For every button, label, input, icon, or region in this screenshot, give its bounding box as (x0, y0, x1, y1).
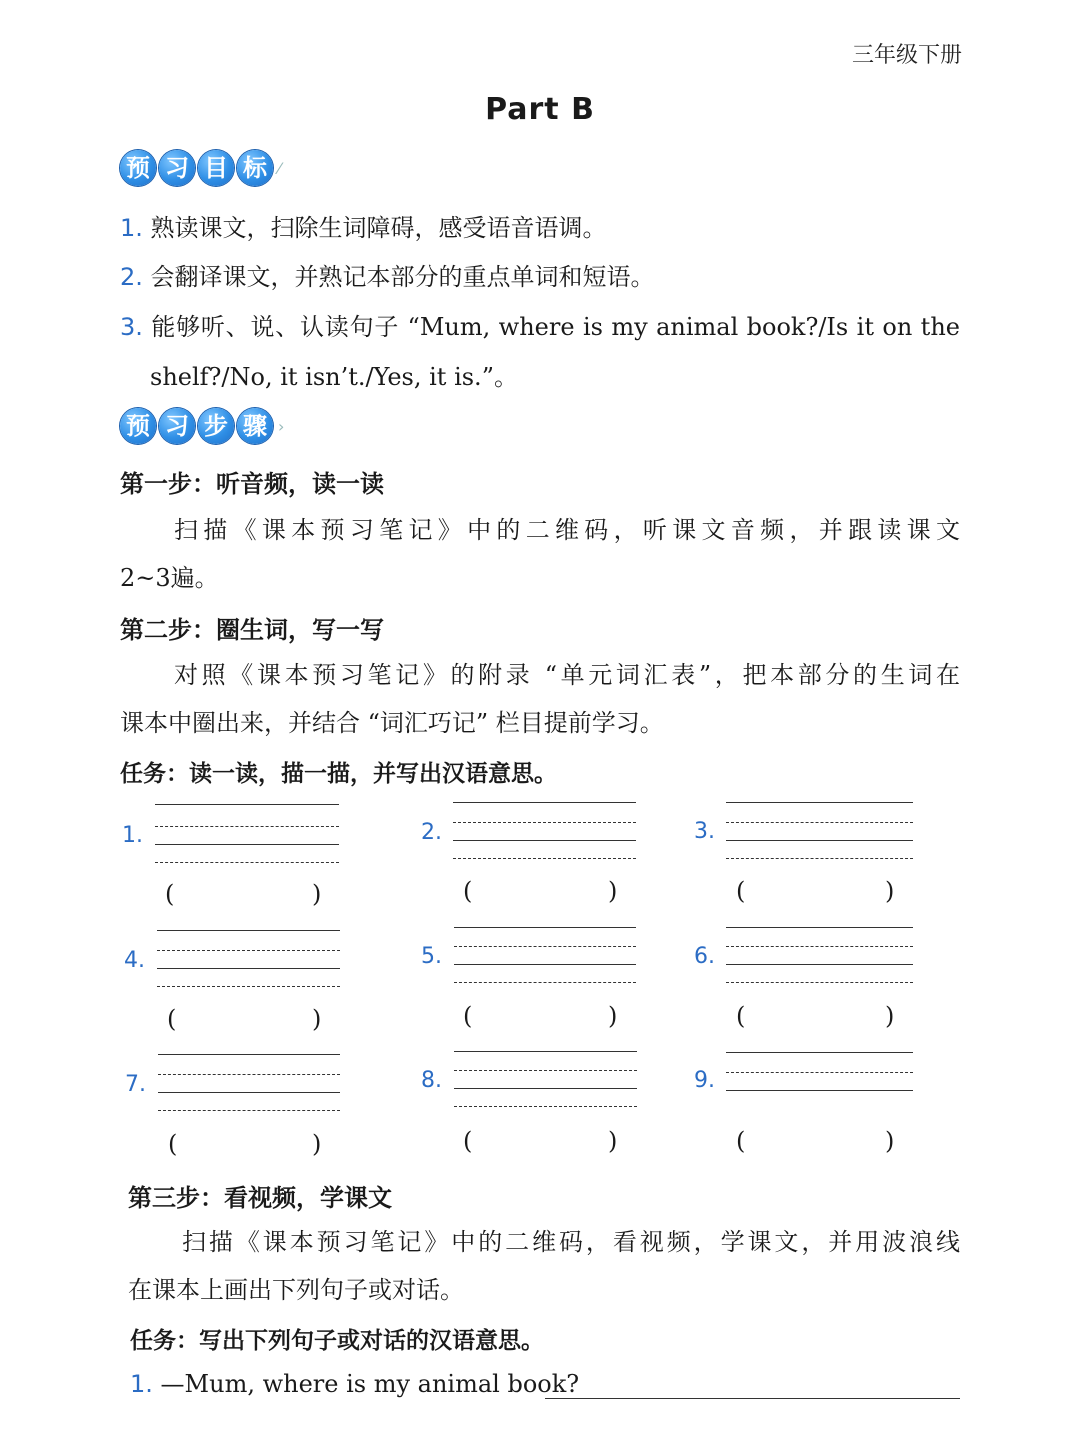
step1-body (120, 506, 960, 602)
paren-open: ( (165, 880, 175, 908)
paren-open: ( (167, 1005, 177, 1033)
vocab-num: 8. (421, 1068, 442, 1093)
vocab-num: 4. (124, 948, 145, 973)
goal-item (120, 307, 960, 342)
step2-body (120, 651, 960, 747)
vocab-num: 2. (421, 820, 442, 845)
grade-label: 三年级下册 (851, 43, 962, 68)
paren-close: ) (312, 1005, 322, 1033)
vocab-num: 3. (694, 819, 715, 844)
question-text: —Mum, where is my animal book? (160, 1370, 580, 1398)
steps-badge-char: 预 (120, 408, 156, 444)
trace-line (454, 1070, 637, 1071)
vocab-num: 7. (125, 1072, 146, 1097)
trace-line (726, 1072, 913, 1073)
paren-open: ( (736, 877, 746, 905)
trace-line (726, 946, 913, 947)
goal-num: 2. (120, 263, 143, 291)
paren-close: ) (885, 877, 895, 905)
paren-open: ( (168, 1130, 178, 1158)
trace-line (157, 986, 340, 987)
question-num: 1. (130, 1370, 153, 1398)
trace-line (453, 858, 636, 859)
trace-line (726, 982, 913, 983)
answer-line[interactable] (545, 1398, 960, 1399)
badge-tail-icon: ⁄ (278, 158, 281, 178)
trace-line (155, 804, 339, 805)
paren-open: ( (736, 1002, 746, 1030)
goals-badge-char: 习 (159, 150, 195, 186)
paren-close: ) (608, 1002, 618, 1030)
trace-line (158, 1110, 340, 1111)
step1-line1: 扫描《课本预习笔记》中的二维码，听课文音频，并跟读课文 (174, 516, 960, 544)
paren-close: ) (312, 1130, 322, 1158)
trace-line (726, 1090, 913, 1091)
task2-label: 任务：写出下列句子或对话的汉语意思。 (130, 1328, 544, 1354)
steps-badge-char: 步 (198, 408, 234, 444)
trace-line (157, 968, 340, 969)
goal-text: 熟读课文，扫除生词障碍，感受语音语调。 (150, 214, 607, 242)
goal-num: 1. (120, 214, 143, 242)
badge-tail-icon: › (278, 416, 285, 436)
trace-line (726, 802, 913, 803)
trace-line (454, 1106, 637, 1107)
paren-close: ) (885, 1002, 895, 1030)
goals-badge-char: 目 (198, 150, 234, 186)
step3-line1: 扫描《课本预习笔记》中的二维码，看视频，学课文，并用波浪线 (182, 1228, 960, 1256)
step1-line2: 2~3遍。 (120, 564, 219, 592)
vocab-num: 1. (122, 823, 143, 848)
vocab-num: 5. (421, 944, 442, 969)
goals-badge-char: 预 (120, 150, 156, 186)
step3-body (128, 1218, 960, 1314)
paren-open: ( (463, 877, 473, 905)
paren-close: ) (608, 1127, 618, 1155)
trace-line (155, 844, 339, 845)
trace-line (453, 822, 636, 823)
vocab-num: 6. (694, 944, 715, 969)
trace-line (158, 1092, 340, 1093)
trace-line (454, 964, 636, 965)
page-title: Part B (485, 92, 595, 127)
trace-line (454, 927, 636, 928)
trace-line (453, 802, 636, 803)
goal-num: 3. (120, 313, 143, 341)
step3-line2: 在课本上画出下列句子或对话。 (128, 1276, 464, 1304)
paren-close: ) (885, 1127, 895, 1155)
vocab-num: 9. (694, 1068, 715, 1093)
trace-line (454, 982, 636, 983)
goal-text: 能够听、说、认读句子 “Mum, where is my animal book?/Is it on the (151, 313, 960, 341)
trace-line (726, 927, 913, 928)
goals-badge (120, 150, 281, 186)
goal-text: 会翻译课文，并熟记本部分的重点单词和短语。 (150, 263, 655, 291)
trace-line (726, 1052, 913, 1053)
steps-badge-char: 习 (159, 408, 195, 444)
trace-line (726, 964, 913, 965)
paren-open: ( (463, 1127, 473, 1155)
step2-line1: 对照《课本预习笔记》的附录 “单元词汇表”，把本部分的生词在 (174, 661, 960, 689)
paren-close: ) (608, 877, 618, 905)
goal-item (120, 257, 655, 292)
trace-line (454, 946, 636, 947)
paren-open: ( (463, 1002, 473, 1030)
question-item (130, 1370, 579, 1398)
step3-title: 第三步：看视频，学课文 (128, 1184, 392, 1212)
task1-label: 任务：读一读，描一描，并写出汉语意思。 (120, 761, 557, 787)
paren-open: ( (736, 1127, 746, 1155)
goals-badge-char: 标 (237, 150, 273, 186)
goal-item (120, 208, 607, 243)
trace-line (726, 822, 913, 823)
trace-line (158, 1074, 340, 1075)
trace-line (157, 930, 340, 931)
steps-badge-char: 骤 (237, 408, 273, 444)
step2-line2: 课本中圈出来，并结合 “词汇巧记” 栏目提前学习。 (120, 709, 664, 737)
step2-title: 第二步：圈生词，写一写 (120, 616, 384, 644)
trace-line (158, 1054, 340, 1055)
trace-line (155, 826, 339, 827)
trace-line (157, 950, 340, 951)
trace-line (453, 840, 636, 841)
trace-line (726, 840, 913, 841)
step1-title: 第一步：听音频，读一读 (120, 470, 384, 498)
goal-text-cont: shelf?/No, it isn’t./Yes, it is.”。 (150, 363, 518, 391)
trace-line (155, 862, 339, 863)
trace-line (726, 858, 913, 859)
paren-close: ) (312, 880, 322, 908)
trace-line (454, 1051, 637, 1052)
steps-badge (120, 408, 284, 444)
trace-line (454, 1088, 637, 1089)
